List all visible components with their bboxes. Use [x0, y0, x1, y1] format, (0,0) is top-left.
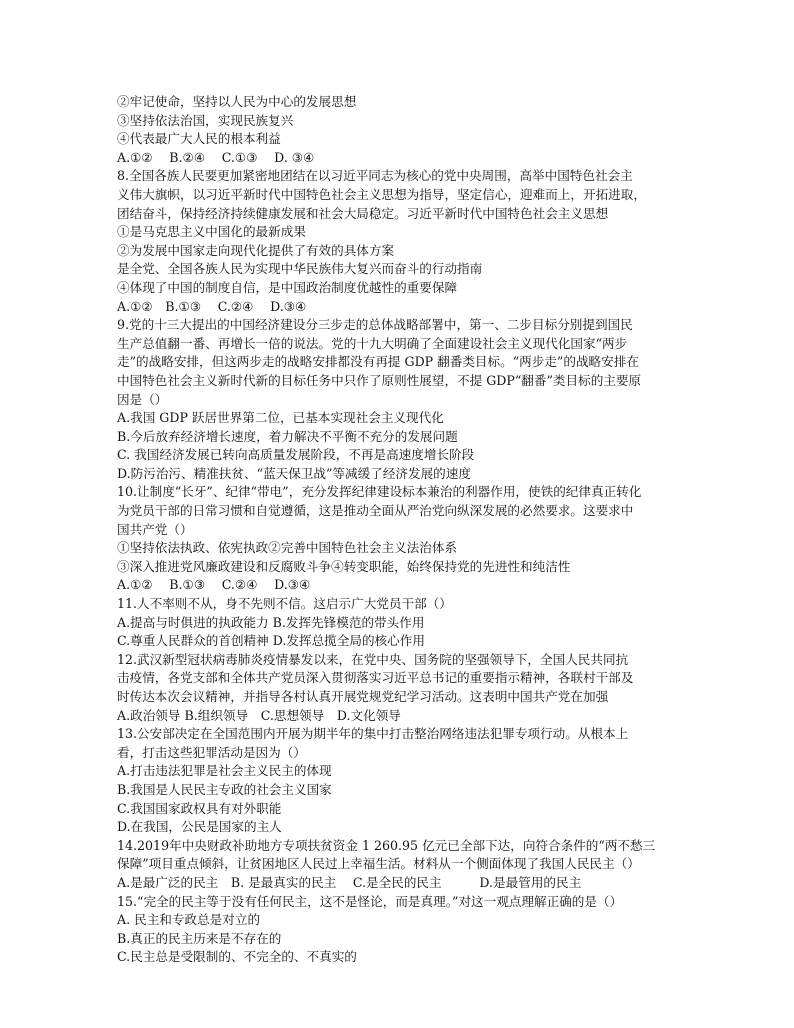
text-line: 是全党、全国各族人民为实现中华民族伟大复兴而奋斗的行动指南 — [117, 261, 483, 277]
text-line: C.我国国家政权具有对外职能 — [117, 800, 282, 816]
text-line: A.打击违法犯罪是社会主义民主的体现 — [117, 763, 332, 779]
text-line: ②为发展中国家走向现代化提供了有效的具体方案 — [117, 242, 395, 258]
text-line: 12.武汉新型冠状病毒肺炎疫情暴发以来，在党中央、国务院的坚强领导下，全国人民共同抗 — [117, 651, 629, 667]
text-line: A. 民主和专政总是对立的 — [117, 912, 261, 928]
text-line: C.民主总是受限制的、不完全的、不真实的 — [117, 949, 357, 965]
text-line: 国共产党（） — [117, 521, 193, 537]
text-line: 13.公安部决定在全国范围内开展为期半年的集中打击整治网络违法犯罪专项行动。从根本上 — [117, 726, 629, 742]
text-line: ④体现了中国的制度自信，是中国政治制度优越性的重要保障 — [117, 279, 458, 295]
text-line: 看，打击这些犯罪活动是因为（） — [117, 744, 306, 760]
text-line: A.是最广泛的民主 B. 是最真实的民主 C.是全民的民主 D.是最管用的民主 — [117, 874, 582, 890]
text-line: 为党员干部的日常习惯和自觉遵循，这是推动全面从严治党向纵深发展的必然要求。这要求中 — [117, 503, 634, 519]
exam-page — [117, 93, 697, 967]
text-line: 中国特色社会主义新时代新的目标任务中只作了原则性展望，不提 GDP“翻番”类目标的主要原 — [117, 372, 642, 388]
text-line: 8.全国各族人民要更加紧密地团结在以习近平同志为核心的党中央周围，高举中国特色社会主 — [117, 168, 633, 184]
text-line: A.①② B.①③ C.②④ D.③④ — [117, 577, 311, 593]
text-line: 15.“完全的民主等于没有任何民主，这不是怪论，而是真理。”对这一观点理解正确的是（） — [117, 893, 623, 909]
text-line: 9.党的十三大提出的中国经济建设分三步走的总体战略部署中，第一、二步目标分别提到国民 — [117, 317, 633, 333]
text-line: A.提高与时俱进的执政能力 B.发挥先锋模范的带头作用 — [117, 614, 425, 630]
text-line: 生产总值翻一番、再增长一倍的说法。党的十九大明确了全面建设社会主义现代化国家“两步 — [117, 335, 628, 351]
text-line: 因是（） — [117, 391, 168, 407]
text-line: C.尊重人民群众的首创精神 D.发挥总揽全局的核心作用 — [117, 633, 425, 649]
text-line: 走”的战略安排，但这两步走的战略安排都没有再提 GDP 翻番类目标。“两步走”的战略安排在 — [117, 354, 639, 370]
text-line: A.政治领导 B.组织领导 C.思想领导 D.文化领导 — [117, 707, 401, 723]
text-line: D.防污治污、精准扶贫、“蓝天保卫战”等减缓了经济发展的速度 — [117, 465, 471, 481]
text-line: A.①② B.①③ C.②④ D.③④ — [117, 298, 307, 314]
text-line: C. 我国经济发展已转向高质量发展阶段，不再是高速度增长阶段 — [117, 447, 475, 463]
text-line: D.在我国，公民是国家的主人 — [117, 819, 282, 835]
text-line: B.真正的民主历来是不存在的 — [117, 930, 282, 946]
text-line: A.我国 GDP 跃居世界第二位，已基本实现社会主义现代化 — [117, 410, 444, 426]
text-line: 义伟大旗帜，以习近平新时代中国特色社会主义思想为指导，坚定信心，迎难而上，开拓进取， — [117, 186, 646, 202]
text-line: B.我国是人民民主专政的社会主义国家 — [117, 781, 332, 797]
text-line: 时传达本次会议精神，并指导各村认真开展党规党纪学习活动。这表明中国共产党在加强 — [117, 689, 609, 704]
text-line: ④代表最广大人民的根本利益 — [117, 131, 281, 147]
text-line: A.①② B.②④ C.①③ D. ③④ — [117, 149, 315, 165]
text-line: 14.2019年中央财政补助地方专项扶贫资金 1 260.95 亿元已全部下达，向符合条件的“两不愁三 — [117, 837, 656, 853]
text-line: ①坚持依法执政、依宪执政②完善中国特色社会主义法治体系 — [117, 540, 458, 556]
text-line: ③深入推进党风廉政建设和反腐败斗争④转变职能，始终保持党的先进性和纯洁性 — [117, 558, 571, 574]
text-line: B.今后放弃经济增长速度，着力解决不平衡不充分的发展问题 — [117, 428, 458, 444]
text-line: 10.让制度“长牙”、纪律“带电”，充分发挥纪律建设标本兼治的利器作用，使铁的纪律真正转化 — [117, 484, 642, 500]
text-line: 11.人不率则不从，身不先则不信。这启示广大党员干部（） — [117, 596, 452, 612]
text-line: ②牢记使命，坚持以人民为中心的发展思想 — [117, 94, 357, 109]
text-line: 击疫情，各党支部和全体共产党员深入贯彻落实习近平总书记的重要指示精神，各联村干部及 — [117, 670, 634, 686]
text-line: ③坚持依法治国，实现民族复兴 — [117, 112, 294, 128]
text-line: 团结奋斗，保持经济持续健康发展和社会大局稳定。习近平新时代中国特色社会主义思想 — [117, 205, 609, 221]
text-line: 保障”项目重点倾斜，让贫困地区人民过上幸福生活。材料从一个侧面体现了我国人民民主（） — [117, 856, 640, 872]
text-line: ①是马克思主义中国化的最新成果 — [117, 224, 306, 240]
